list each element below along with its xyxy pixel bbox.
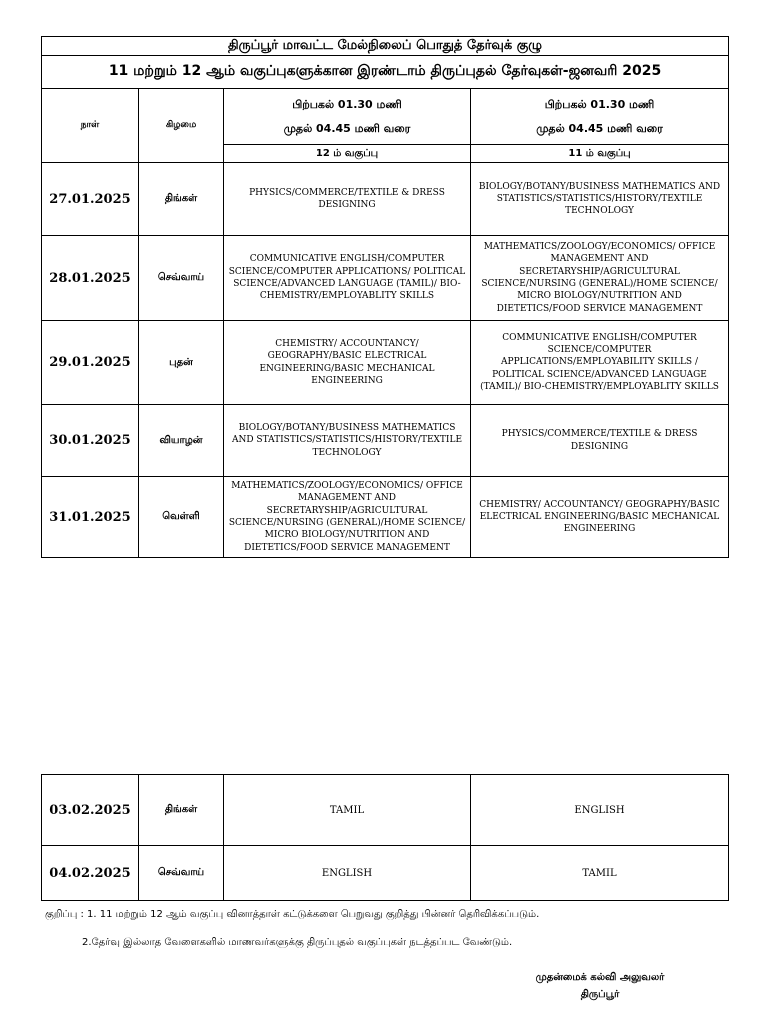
table-row xyxy=(42,236,729,321)
row-class11-subjects: PHYSICS/COMMERCE/TEXTILE & DRESS DESIGNING xyxy=(471,405,729,477)
table-row xyxy=(42,477,729,558)
table-row xyxy=(42,321,729,405)
row-date: 29.01.2025 xyxy=(42,321,139,405)
row-class11-subjects: TAMIL xyxy=(471,846,729,901)
row-day: செவ்வாய் xyxy=(139,236,224,321)
note-2: 2.தேர்வு இல்லாத வேளைகளில் மாணவர்களுக்கு திருப்புதல் வகுப்புகள் நடத்தப்பட வேண்டும். xyxy=(82,937,513,948)
timetable-continued xyxy=(41,774,729,901)
table-row xyxy=(42,405,729,477)
row-class12-subjects: ENGLISH xyxy=(224,846,471,901)
col-header-date: நாள் xyxy=(42,89,139,163)
session-time-12-line1: பிற்பகல் 01.30 மணி xyxy=(292,97,402,111)
session-time-11-line2: முதல் 04.45 மணி வரை xyxy=(536,121,663,135)
session-time-12-line2: முதல் 04.45 மணி வரை xyxy=(283,121,411,135)
exam-title: 11 மற்றும் 12 ஆம் வகுப்புகளுக்கான இரண்டாம் திருப்புதல் தேர்வுகள்-ஜனவரி 2025 xyxy=(42,56,729,89)
committee-title: திருப்பூர் மாவட்ட மேல்நிலைப் பொதுத் தேர்வுக் குழு xyxy=(42,37,729,56)
col-header-day: கிழமை xyxy=(139,89,224,163)
session-time-12 xyxy=(224,89,471,145)
row-class12-subjects: TAMIL xyxy=(224,775,471,846)
row-day: வெள்ளி xyxy=(139,477,224,558)
row-date: 03.02.2025 xyxy=(42,775,139,846)
row-date: 28.01.2025 xyxy=(42,236,139,321)
row-class12-subjects: BIOLOGY/BOTANY/BUSINESS MATHEMATICS AND STATISTICS/STATISTICS/HISTORY/TEXTILE TECHNOLOGY xyxy=(224,405,471,477)
row-class11-subjects: MATHEMATICS/ZOOLOGY/ECONOMICS/ OFFICE MANAGEMENT AND SECRETARYSHIP/AGRICULTURAL SCIENCE/NURSING (GENERAL)/HOME SCIENCE/ MICRO BIOLOGY/NUTRITION AND DIETETICS/FOOD SERVICE MANAGEMENT xyxy=(471,236,729,321)
row-date: 04.02.2025 xyxy=(42,846,139,901)
row-day: வியாழன் xyxy=(139,405,224,477)
row-day: செவ்வாய் xyxy=(139,846,224,901)
timetable xyxy=(41,36,729,558)
table-row xyxy=(42,846,729,901)
row-day: திங்கள் xyxy=(139,775,224,846)
signature-title: முதன்மைக் கல்வி அலுவலர் xyxy=(535,972,665,983)
row-day: புதன் xyxy=(139,321,224,405)
note-1: குறிப்பு : 1. 11 மற்றும் 12 ஆம் வகுப்பு வினாத்தாள் கட்டுக்களை பெறுவது குறித்து பின்னர் தெரிவிக்கப்படும். xyxy=(45,909,540,920)
table-row xyxy=(42,163,729,236)
row-class11-subjects: CHEMISTRY/ ACCOUNTANCY/ GEOGRAPHY/BASIC ELECTRICAL ENGINEERING/BASIC MECHANICAL ENGINEERING xyxy=(471,477,729,558)
row-class11-subjects: COMMUNICATIVE ENGLISH/COMPUTER SCIENCE/COMPUTER APPLICATIONS/EMPLOYABILITY SKILLS / POLITICAL SCIENCE/ADVANCED LANGUAGE (TAMIL)/ BIO-CHEMISTRY/EMPLOYABLITY SKILLS xyxy=(471,321,729,405)
row-date: 30.01.2025 xyxy=(42,405,139,477)
row-class11-subjects: BIOLOGY/BOTANY/BUSINESS MATHEMATICS AND STATISTICS/STATISTICS/HISTORY/TEXTILE TECHNOLOGY xyxy=(471,163,729,236)
row-class12-subjects: MATHEMATICS/ZOOLOGY/ECONOMICS/ OFFICE MANAGEMENT AND SECRETARYSHIP/AGRICULTURAL SCIENCE/NURSING (GENERAL)/HOME SCIENCE/ MICRO BIOLOGY/NUTRITION AND DIETETICS/FOOD SERVICE MANAGEMENT xyxy=(224,477,471,558)
row-class11-subjects: ENGLISH xyxy=(471,775,729,846)
signature-place: திருப்பூர் xyxy=(580,989,620,1000)
row-class12-subjects: COMMUNICATIVE ENGLISH/COMPUTER SCIENCE/COMPUTER APPLICATIONS/ POLITICAL SCIENCE/ADVANCED LANGUAGE (TAMIL)/ BIO-CHEMISTRY/EMPLOYABLITY SKILLS xyxy=(224,236,471,321)
row-class12-subjects: PHYSICS/COMMERCE/TEXTILE & DRESS DESIGNING xyxy=(224,163,471,236)
table-row xyxy=(42,775,729,846)
col-header-class-11: 11 ம் வகுப்பு xyxy=(471,145,729,163)
row-class12-subjects: CHEMISTRY/ ACCOUNTANCY/ GEOGRAPHY/BASIC ELECTRICAL ENGINEERING/BASIC MECHANICAL ENGINEERING xyxy=(224,321,471,405)
row-day: திங்கள் xyxy=(139,163,224,236)
col-header-class-12: 12 ம் வகுப்பு xyxy=(224,145,471,163)
row-date: 31.01.2025 xyxy=(42,477,139,558)
row-date: 27.01.2025 xyxy=(42,163,139,236)
session-time-11 xyxy=(471,89,729,145)
session-time-11-line1: பிற்பகல் 01.30 மணி xyxy=(544,97,655,111)
